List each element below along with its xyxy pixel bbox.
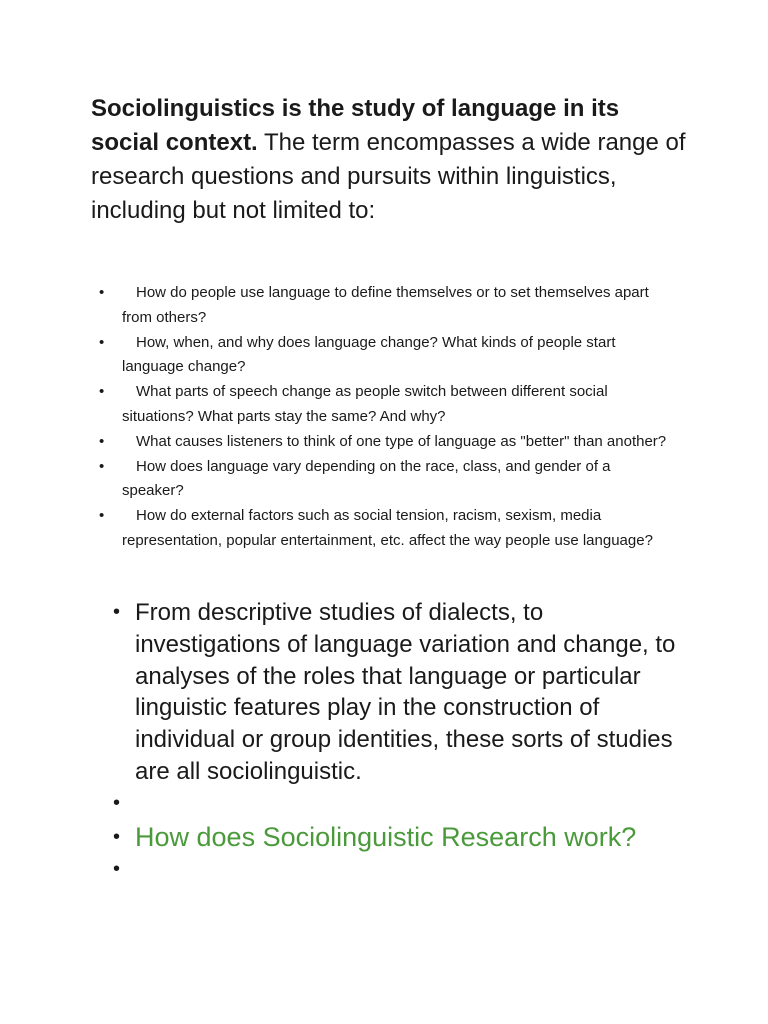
bullet-icon: •	[99, 333, 105, 351]
question-text: How does language vary depending on the race, class, and gender of a speaker?	[122, 457, 611, 500]
question-text: How do external factors such as social tension, racism, sexism, media representation, popular entertainment, etc. affect the way people use language?	[122, 507, 653, 549]
bullet-icon: •	[99, 507, 105, 525]
intro-bold-text: Sociolinguistics is the study of language in its social context.	[91, 95, 620, 156]
intro-paragraph	[91, 92, 691, 228]
question-text: How do people use language to define themselves or to set themselves apart from others?	[122, 284, 649, 326]
bullet-icon: •	[113, 825, 121, 848]
section-heading: How does Sociolinguistic Research work?	[135, 821, 637, 852]
summary-item	[113, 597, 683, 788]
intro-rest-text: The term encompasses a wide range of research questions and pursuits within linguistics, including but not limited to:	[91, 129, 686, 224]
bullet-icon: •	[113, 791, 121, 814]
summary-list	[113, 597, 683, 886]
bullet-icon: •	[113, 857, 121, 880]
list-item	[91, 331, 671, 381]
list-item	[91, 504, 671, 554]
research-questions-list	[91, 281, 671, 554]
bullet-icon: •	[99, 383, 105, 401]
question-text: What parts of speech change as people switch between different social situations? What parts stay the same? And why?	[122, 383, 608, 425]
empty-list-item	[113, 854, 683, 886]
bullet-icon: •	[99, 457, 105, 475]
question-text: What causes listeners to think of one type of language as "better" than another?	[136, 432, 667, 450]
bullet-icon: •	[99, 432, 105, 450]
list-item	[91, 281, 671, 331]
bullet-icon: •	[99, 284, 105, 301]
list-item	[91, 455, 671, 505]
empty-list-item	[113, 788, 683, 820]
bullet-icon: •	[113, 601, 121, 623]
section-heading-item	[113, 820, 683, 854]
list-item	[91, 380, 671, 430]
list-item	[91, 430, 671, 455]
summary-paragraph: From descriptive studies of dialects, to investigations of language variation and change, to analyses of the roles that language or particular linguistic features play in the construction of individual or group identities, these sorts of studies are all sociolinguistic.	[135, 599, 676, 785]
question-text: How, when, and why does language change? What kinds of people start language change?	[122, 333, 616, 376]
